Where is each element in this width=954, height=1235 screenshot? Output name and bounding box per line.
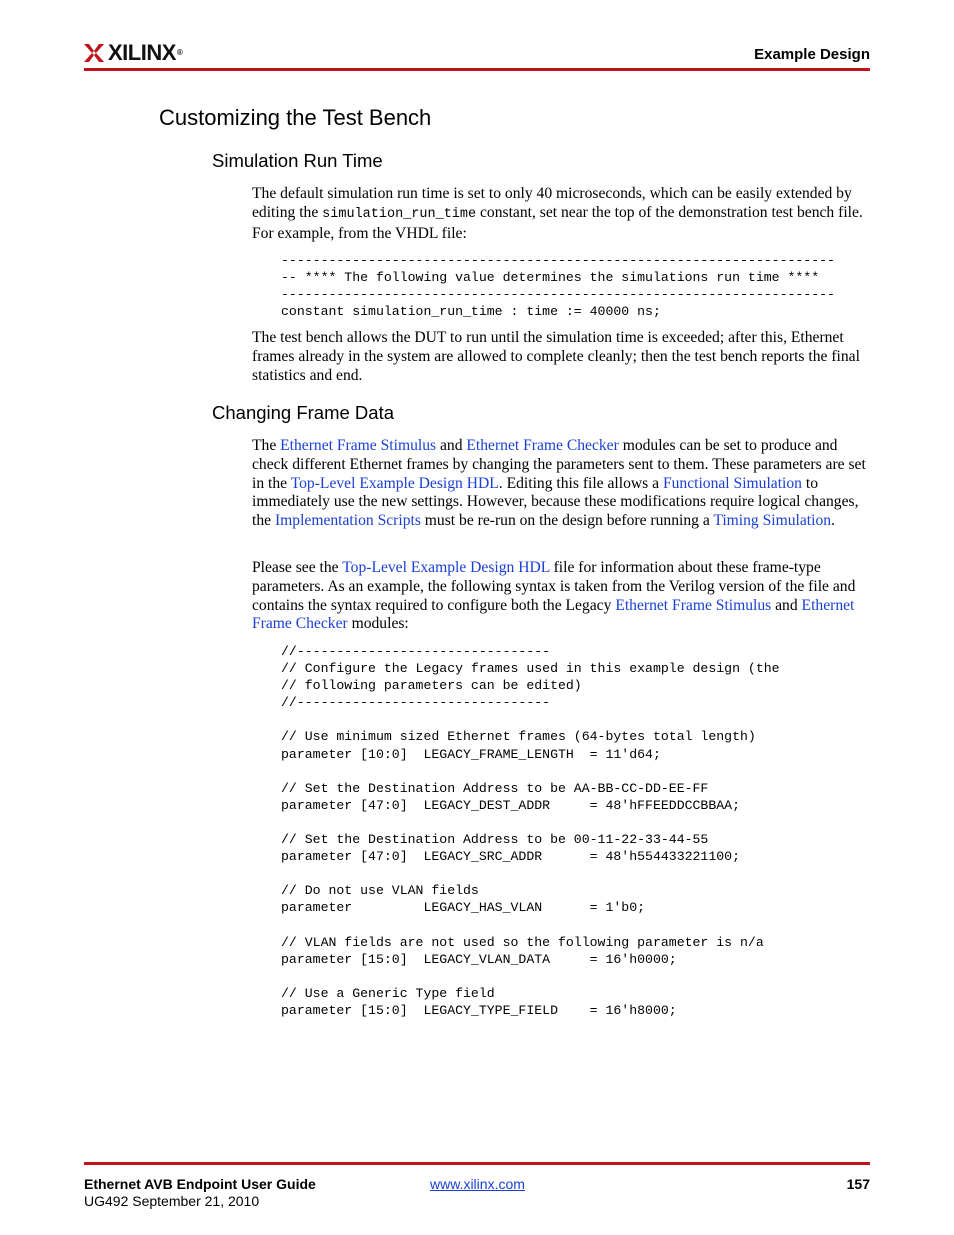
run-time-paragraph: The default simulation run time is set to only 40 microseconds, which can be easily extended by editing the simulation_run_time constant, set near the top of the demonstration test bench file. For example, from the VHDL file: bbox=[252, 185, 863, 242]
subsection-heading-run-time: Simulation Run Time bbox=[212, 150, 383, 171]
link-ethernet-frame-checker[interactable]: Ethernet Frame Checker bbox=[466, 437, 619, 454]
footer-doc-date: UG492 September 21, 2010 bbox=[84, 1193, 260, 1209]
link-ethernet-frame-checker-2[interactable]: Ethernet Frame Checker bbox=[252, 596, 855, 633]
link-top-level-example-design-hdl[interactable]: Top-Level Example Design HDL bbox=[290, 474, 499, 492]
link-top-level-example-design-hdl-2[interactable]: Top-Level Example Design HDL bbox=[342, 559, 550, 576]
test-bench-paragraph: The test bench allows the DUT to run until the simulation time is exceeded; after this, Ethernet frames already in the system are allowed to complete cleanly; then the test bench reports the final statistics and end. bbox=[252, 329, 860, 384]
footer-url-link[interactable]: www.xilinx.com bbox=[430, 1176, 525, 1192]
footer-doc-title: Ethernet AVB Endpoint User Guide bbox=[84, 1176, 316, 1192]
verilog-intro-paragraph: Please see the Top-Level Example Design HDL file for information about these frame-type parameters. As an example, the following syntax is taken from the Verilog version of the file and contains the syntax required to configure both the Legacy Ethernet Frame Stimulus and Ethernet Frame Checker modules: bbox=[252, 559, 856, 633]
section-title: Customizing the Test Bench bbox=[159, 105, 432, 130]
vhdl-code-block: ---------------------------------------------------------------------- -- **** The following value determines the simulations run time **** ---------------------------------------------------------------------- constant simulation_run_time : time := 40000 ns; bbox=[281, 253, 835, 320]
link-implementation-scripts[interactable]: Implementation Scripts bbox=[274, 512, 421, 530]
verilog-code-block: //-------------------------------- // Configure the Legacy frames used in this example design (the // following parameters can be edited) //-------------------------------- // Use minimum sized Ethernet frames (64-bytes total length) parameter [10:0] LEGACY_FRAME_LENGTH = 11'd64; // Set the Destination Address to be AA-BB-CC-DD-EE-FF parameter [47:0] LEGACY_DEST_ADDR = 48'hFFEEDDCCBBAA; // Set the Destination Address to be 00-11-22-33-44-55 parameter [47:0] LEGACY_SRC_ADDR = 48'h554433221100; // Do not use VLAN fields parameter LEGACY_HAS_VLAN = 1'b0; // VLAN fields are not used so the following parameter is n/a parameter [15:0] LEGACY_VLAN_DATA = 16'h0000; // Use a Generic Type field parameter [15:0] LEGACY_TYPE_FIELD = 16'h8000; bbox=[281, 644, 780, 1018]
page-number: 157 bbox=[846, 1176, 870, 1192]
link-ethernet-frame-stimulus-2[interactable]: Ethernet Frame Stimulus bbox=[615, 596, 772, 614]
frame-data-paragraph: The Ethernet Frame Stimulus and Ethernet Frame Checker modules can be set to produce and check different Ethernet frames by changing the parameters sent to them. These parameters are set in the Top-Level Example Design HDL. Editing this file allows a Functional Simulation to immediately use the new settings. However, because these modifications require logical changes, the Implementation Scripts must be re-run on the design before running a Timing Simulation. bbox=[252, 437, 866, 530]
xilinx-logo-mark-icon bbox=[84, 44, 104, 62]
xilinx-logo-text: XILINX® bbox=[108, 40, 183, 65]
link-functional-simulation[interactable]: Functional Simulation bbox=[662, 474, 802, 492]
footer-rule bbox=[84, 1162, 870, 1165]
header-rule bbox=[84, 68, 870, 71]
inline-code-sim-run-time: simulation_run_time bbox=[322, 206, 477, 222]
link-ethernet-frame-stimulus[interactable]: Ethernet Frame Stimulus bbox=[280, 437, 437, 454]
subsection-heading-frame-data: Changing Frame Data bbox=[212, 402, 395, 423]
xilinx-logo bbox=[84, 42, 182, 64]
link-timing-simulation[interactable]: Timing Simulation bbox=[713, 512, 832, 530]
running-header: Example Design bbox=[754, 46, 870, 63]
